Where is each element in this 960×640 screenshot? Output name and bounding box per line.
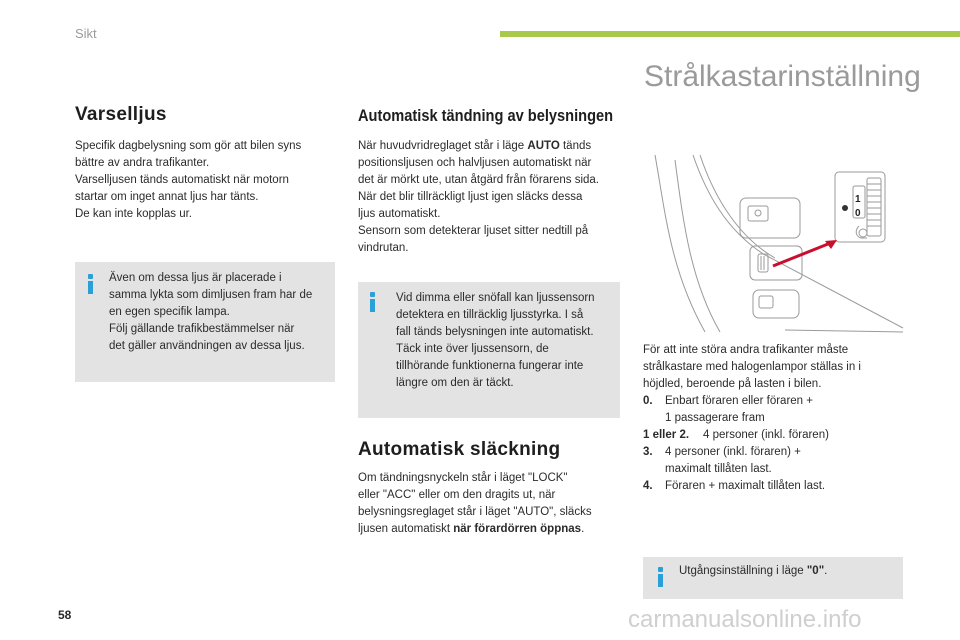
headlamp-adjuster-illustration [645, 150, 910, 340]
list-number: 4. [643, 480, 653, 492]
text-line: Specifik dagbelysning som gör att bilen syns [75, 140, 302, 152]
bold-phrase: "0" [806, 565, 825, 577]
text-line: Täck inte över ljussensorn, de [396, 343, 549, 355]
indicator-dot-icon [842, 205, 848, 211]
varselljus-note-text [109, 270, 335, 355]
text-line: längre om den är täckt. [396, 377, 514, 389]
auto-keyword: AUTO [527, 140, 560, 152]
info-icon [368, 292, 378, 312]
info-icon [86, 274, 96, 294]
text-line: De kan inte kopplas ur. [75, 208, 192, 220]
list-text: Enbart föraren eller föraren + [665, 395, 813, 407]
auto-lighting-body [358, 138, 623, 257]
list-text: Föraren + maximalt tillåten last. [665, 480, 826, 492]
varselljus-title: Varselljus [75, 104, 167, 125]
auto-off-title: Automatisk släckning [358, 439, 561, 460]
list-item [643, 444, 903, 461]
varselljus-body [75, 138, 335, 223]
bold-phrase: när förardörren öppnas [453, 523, 582, 535]
initial-setting-note [643, 557, 903, 599]
text-line [358, 138, 623, 155]
list-number: 0. [643, 395, 653, 407]
text-line: positionsljusen och halvljusen automatiskt när [358, 157, 592, 169]
text-line: Om tändningsnyckeln står i läget "LOCK" [358, 472, 568, 484]
text-run: ljusen automatiskt [358, 523, 454, 535]
position-label-0: 0 [855, 208, 861, 219]
watermark: carmanualsonline.info [628, 606, 862, 633]
text-line: Varselljusen tänds automatiskt när motorn [75, 174, 289, 186]
initial-setting-text [679, 563, 899, 580]
chapter-label: Sikt [75, 26, 97, 41]
auto-lighting-note [358, 282, 620, 418]
list-number: 1 eller 2. [643, 429, 690, 441]
text-line: För att inte störa andra trafikanter måste [643, 344, 849, 356]
adjustment-body [643, 342, 903, 495]
list-item-continuation [643, 461, 903, 478]
text-line: vindrutan. [358, 242, 409, 254]
varselljus-note [75, 262, 335, 382]
list-text: 4 personer (inkl. föraren) + [665, 446, 801, 458]
list-item [643, 478, 903, 495]
section-title: Strålkastarinställning [644, 60, 921, 93]
text-run: tänds [559, 140, 592, 152]
list-number: 3. [643, 446, 653, 458]
list-text: 1 passagerare fram [665, 412, 765, 424]
text-run: . [824, 565, 828, 577]
text-line: Även om dessa ljus är placerade i [109, 272, 282, 284]
text-line: bättre av andra trafikanter. [75, 157, 210, 169]
text-line: eller "ACC" eller om den dragits ut, när [358, 489, 556, 501]
auto-lighting-title: Automatisk tändning av belysningen [358, 106, 614, 125]
text-line: det gäller användningen av dessa ljus. [109, 340, 305, 352]
info-icon [656, 567, 666, 587]
text-line: strålkastare med halogenlampor ställas in i [643, 361, 861, 373]
text-run: Utgångsinställning i läge [679, 565, 807, 577]
text-line: en egen specifik lampa. [109, 306, 230, 318]
text-line: samma lykta som dimljusen fram har de [109, 289, 313, 301]
text-line: När det blir tillräckligt ljust igen släcks dessa [358, 191, 583, 203]
text-line: det är mörkt ute, utan åtgärd från förarens sida. [358, 174, 599, 186]
list-text: 4 personer (inkl. föraren) [703, 429, 829, 441]
position-label-1: 1 [855, 194, 861, 205]
list-item [643, 427, 903, 444]
text-line: Sensorn som detekterar ljuset sitter nedtill på [358, 225, 589, 237]
text-line: tillhörande funktionerna fungerar inte [396, 360, 584, 372]
text-line: fall tänds belysningen inte automatiskt. [396, 326, 594, 338]
list-item [643, 393, 903, 410]
list-text: maximalt tillåten last. [665, 463, 772, 475]
auto-off-body [358, 470, 623, 538]
page-number: 58 [58, 608, 72, 622]
chapter-accent-bar [500, 31, 960, 37]
list-item-continuation [643, 410, 903, 427]
text-line: Vid dimma eller snöfall kan ljussensorn [396, 292, 595, 304]
text-line: höjdled, beroende på lasten i bilen. [643, 378, 822, 390]
text-line: Följ gällande trafikbestämmelser när [109, 323, 295, 335]
text-line: ljus automatiskt. [358, 208, 441, 220]
text-run: . [581, 523, 585, 535]
text-run: När huvudvridreglaget står i läge [358, 140, 528, 152]
text-line: startar om inget annat ljus har tänts. [75, 191, 259, 203]
text-line: detektera en tillräcklig ljusstyrka. I så [396, 309, 584, 321]
text-line [358, 521, 623, 538]
text-line: belysningsreglaget står i läget "AUTO", släcks [358, 506, 592, 518]
auto-lighting-note-text [396, 290, 618, 392]
